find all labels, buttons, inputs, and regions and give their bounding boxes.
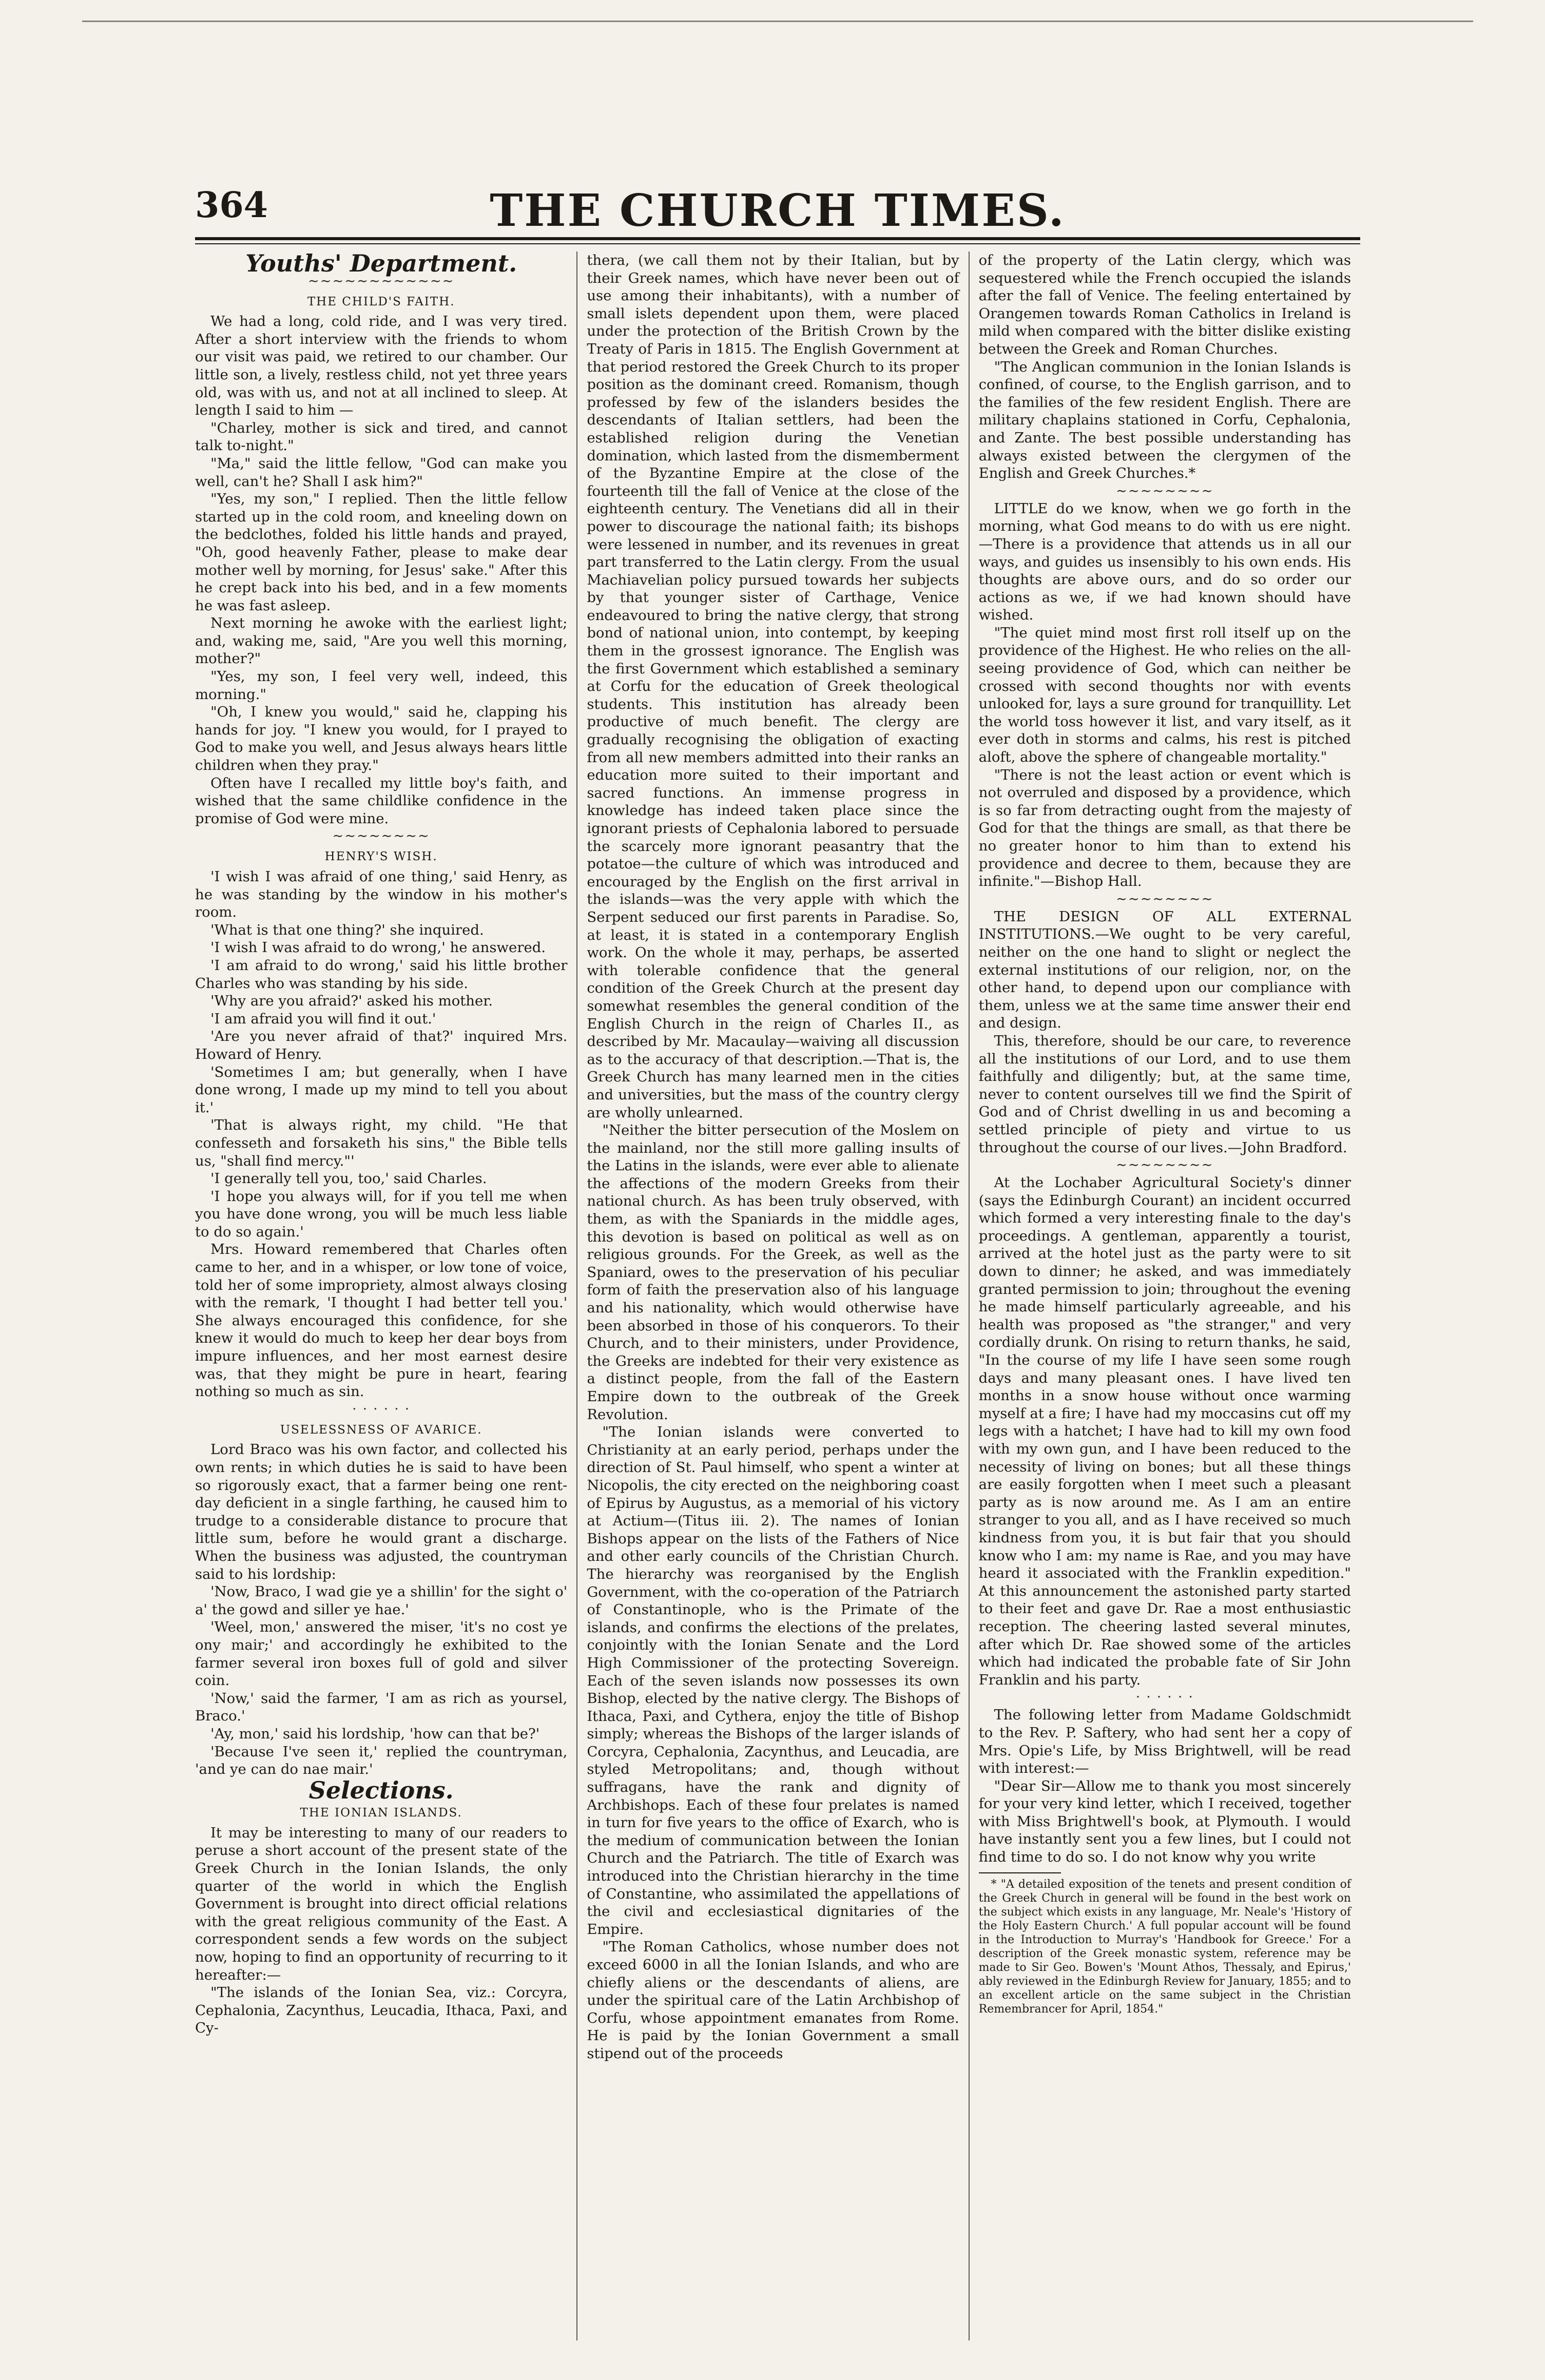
paragraph: "Yes, my son," I replied. Then the little fellow started up in the cold room, and kneeling down on the bedclothes, folded his little hands and prayed, "Oh, good heavenly Father, please to make dear mother well by morning, for Jesus' sake." After this he crept back into his bed, and in a few moments he was fast asleep. xyxy=(195,491,568,614)
paragraph: 'That is always right, my child. "He that confesseth and forsaketh his sins," the Bible tells us, "shall find mercy."' xyxy=(195,1117,568,1169)
masthead-rule-thin xyxy=(195,243,1360,244)
section-title: USELESSNESS OF AVARICE. xyxy=(280,1423,482,1437)
department-heading: Youths' Department. xyxy=(245,251,517,277)
paragraph: thera, (we call them not by their Italian, but by their Greek names, which have never been out of use among their inhabitants), with a number of small islets dependent upon them, were placed under the protection of the British Crown by the Treaty of Paris in 1815. The English Government at that period restored the Greek Church to its proper position as the dominant creed. Romanism, though professed by few of the islanders besides the descendants of Italian settlers, had been the established religion during the Venetian domination, which lasted from the dismemberment of the Byzantine Empire at the close of the fourteenth till the fall of Venice at the close of the eighteenth century. The Venetians did all in their power to discourage the national faith; its bishops were lessened in number, and its revenues in great part transferred to the Latin clergy. From the usual Machiavelian policy pursued towards her subjects by that younger sister of Carthage, Venice endeavoured to bring the native clergy, that strong bond of national union, into contempt, by keeping them in the grossest ignorance. The English was the first Government which established a seminary at Corfu for the education of Greek theological students. This institution has already been productive of much benefit. The clergy are gradually recognising the obligation of exacting from all new members admitted into their ranks an education more suited to their important and sacred functions. An immense progress in knowledge has indeed taken place since the ignorant priests of Cephalonia labored to persuade the scarcely more ignorant peasantry that the potatoe—the culture of which was introduced and encouraged by the English on the first arrival in the islands—was the very apple with which the Serpent seduced our first parents in Paradise. So, at least, it is stated in a contemporary English work. On the whole it may, perhaps, be asserted with tolerable confidence that the general condition of the Greek Church at the present day somewhat resembles the general condition of the English Church in the reign of Charles II., as described by Mr. Macaulay—waiving all discussion as to the accuracy of that description.—That is, the Greek Church has many learned men in the cities and universities, but the mass of the country clergy are wholly unlearned. xyxy=(587,252,959,1121)
paragraph: "The islands of the Ionian Sea, viz.: Corcyra, Cephalonia, Zacynthus, Leucadia, Ithaca, Paxi, and Cy- xyxy=(195,1984,568,2037)
paragraph: 'Are you never afraid of that?' inquired Mrs. Howard of Henry. xyxy=(195,1028,568,1062)
paragraph: 'Because I've seen it,' replied the countryman, 'and ye can do nae mair.' xyxy=(195,1743,568,1778)
paragraph: 'What is that one thing?' she inquired. xyxy=(210,921,484,938)
paragraph: We had a long, cold ride, and I was very tired. After a short interview with the friends to whom our visit was paid, we retired to our chamber. Our little son, a lively, restless child, not yet three years old, was with us, and not at all inclined to sleep. At length I said to him — xyxy=(195,313,568,419)
footnote: * "A detailed exposition of the tenets and present condition of the Greek Church in general will be found in the best work on the subject which exists in any language, Mr. Neale's 'History of the Holy Eastern Church.' A full popular account will be found in the Introduction to Murray's 'Handbook for Greece.' For a description of the Greek monastic system, reference may be made to Sir Geo. Bowen's 'Mount Athos, Thessaly, and Epirus,' ably reviewed in the Edinburgh Review for January, 1855; and to an excellent article on the same subject in the Christian Remembrancer for April, 1854." xyxy=(978,1878,1351,2016)
paragraph: of the property of the Latin clergy, which was sequestered while the French occupied the islands after the fall of Venice. The feeling entertained by Orangemen towards Roman Catholics in Ireland is mild when compared with the bitter dislike existing between the Greek and Roman Churches. xyxy=(978,252,1351,357)
top-scan-edge xyxy=(82,21,1473,22)
article-columns xyxy=(195,251,1360,2340)
paragraph: This, therefore, should be our care, to reverence all the institutions of our Lord, and to use them faithfully and diligently; but, at the same time, never to content ourselves till we find the Spirit of God and of Christ dwelling in us and becoming a settled principle of piety and virtue to us throughout the course of our lives.—John Bradford. xyxy=(978,1032,1351,1156)
paragraph: It may be interesting to many of our readers to peruse a short account of the present state of the Greek Church in the Ionian Islands, the only quarter of the world in which the English Government is brought into direct official relations with the great religious community of the East. A correspondent sends a few words on the subject now, hoping to find an opportunity of recurring to it hereafter:— xyxy=(195,1824,568,1983)
masthead-rule xyxy=(195,237,1360,240)
paragraph: The following letter from Madame Goldschmidt to the Rev. P. Saftery, who had sent her a copy of Mrs. Opie's Life, by Miss Brightwell, will be read with interest:— xyxy=(978,1707,1351,1777)
paragraph: "Dear Sir—Allow me to thank you most sincerely for your very kind letter, which I received, together with Miss Brightwell's book, at Plymouth. I would have instantly sent you a few lines, but I could not find time to do so. I do not know why you write xyxy=(978,1777,1351,1866)
paragraph: Mrs. Howard remembered that Charles often came to her, and in a whisper, or low tone of voice, told her of some impropriety, almost always closing with the remark, 'I thought I had better tell you.' She always encouraged this confidence, for she knew it would do much to keep her dear boys from impure influences, and her most earnest desire was, that they might be pure in heart, fearing nothing so much as sin. xyxy=(195,1241,568,1400)
paragraph: 'I am afraid to do wrong,' said his little brother Charles who was standing by his side. xyxy=(195,957,568,992)
paragraph: 'I am afraid you will find it out.' xyxy=(210,1010,436,1027)
paragraph: 'I wish I was afraid to do wrong,' he answered. xyxy=(210,939,546,956)
dotted-divider: · · · · · · xyxy=(352,1401,411,1417)
selections-heading: Selections. xyxy=(308,1776,454,1804)
paragraph: "Charley, mother is sick and tired, and cannot talk to-night." xyxy=(195,419,568,454)
section-title: HENRY'S WISH. xyxy=(324,850,438,864)
paragraph: "The quiet mind most first roll itself up on the providence of the Highest. He who relies on the all-seeing providence of God, which can neither be crossed with second thoughts nor with events unlooked for, lays a sure ground for tranquillity. Let the world toss however it list, and vary itself, as it ever doth in storms and calms, his rest is pitched aloft, above the sphere of changeable mortality." xyxy=(978,624,1351,766)
paragraph: At the Lochaber Agricultural Society's dinner (says the Edinburgh Courant) an incident occurred which formed a very interesting finale to the day's proceedings. A gentleman, apparently a tourist, arrived at the hotel just as the party were to sit down to dinner; he asked, and was immediately granted permission to join; throughout the evening he made himself particularly agreeable, and his health was proposed as "the stranger," and very cordially drunk. On rising to return thanks, he said, "In the course of my life I have seen some rough days and many pleasant ones. I have lived ten months in a snow house without once warming myself at a fire; I have had my moccasins cut off my legs with a hatchet; I have had to kill my own food with my own gun, and I have been reduced to the necessity of living on bones; but all these things are easily forgotten when I meet such a pleasant party as is now around me. As I am an entire stranger to you all, and as I have received so much kindness from you, it is but fair that you should know who I am: my name is Rae, and you may have heard it associated with the Franklin expedition." At this announcement the astonished party started to their feet and gave Dr. Rae a most enthusiastic reception. The cheering lasted several minutes, after which Dr. Rae showed some of the articles which had indicated the probable fate of Sir John Franklin and his party. xyxy=(978,1174,1351,1688)
paragraph: 'Now, Braco, I wad gie ye a shillin' for the sight o' a' the gowd and siller ye hae.' xyxy=(195,1583,568,1618)
paragraph: Often have I recalled my little boy's faith, and wished that the same childlike confidence in the promise of God were mine. xyxy=(195,775,568,827)
paragraph: 'I generally tell you, too,' said Charles. xyxy=(210,1170,487,1187)
paragraph: THE DESIGN OF ALL EXTERNAL INSTITUTIONS.—We ought to be very careful, neither on the one hand to slight or neglect the external institutions of our religion, nor, on the other hand, to depend upon our compliance with them, unless we at the same time answer their end and design. xyxy=(978,908,1351,1032)
paragraph: LITTLE do we know, when we go forth in the morning, what God means to do with us ere night.—There is a providence that attends us in all our ways, and guides us insensibly to his own ends. His thoughts are above ours, and do so order our actions as we, if we had known should have wished. xyxy=(978,500,1351,624)
column-1 xyxy=(195,251,576,2340)
squiggle-divider: ∼∼∼∼∼∼∼∼ xyxy=(1116,891,1214,907)
paragraph: "Ma," said the little fellow, "God can make you well, can't he? Shall I ask him?" xyxy=(195,455,568,490)
dotted-divider: · · · · · · xyxy=(1135,1690,1194,1706)
squiggle-divider: ∼∼∼∼∼∼∼∼ xyxy=(1116,1157,1214,1173)
paragraph: "The Roman Catholics, whose number does not exceed 6000 in all the Ionian Islands, and who are chiefly aliens or the descendants of aliens, are under the spiritual care of the Latin Archbishop of Corfu, whose appointment emanates from Rome. He is paid by the Ionian Government a small stipend out of the proceeds xyxy=(587,1939,959,2062)
paragraph: "Oh, I knew you would," said he, clapping his hands for joy. "I knew you would, for I prayed to God to make you well, and Jesus always hears little children when they pray." xyxy=(195,704,568,774)
paragraph: 'Why are you afraid?' asked his mother. xyxy=(210,993,493,1010)
column-2 xyxy=(577,251,968,2340)
paragraph: 'Sometimes I am; but generally, when I have done wrong, I made up my mind to tell you about it.' xyxy=(195,1063,568,1116)
paragraph: "Yes, my son, I feel very well, indeed, this morning." xyxy=(195,668,568,703)
section-title: THE IONIAN ISLANDS. xyxy=(300,1806,462,1820)
footnote-rule xyxy=(979,1872,1061,1873)
squiggle-divider: ∼∼∼∼∼∼∼∼∼∼∼∼ xyxy=(307,273,455,289)
paragraph: "The Anglican communion in the Ionian Islands is confined, of course, to the English garrison, and to the families of the few resident English. There are military chaplains stationed in Corfu, Cephalonia, and Zante. The best possible understanding has always existed between the clergymen of the English and Greek Churches.* xyxy=(978,358,1351,482)
paragraph: "The Ionian islands were converted to Christianity at an early period, perhaps under the direction of St. Paul himself, who spent a winter at Nicopolis, the city erected on the neighboring coast of Epirus by Augustus, as a memorial of his victory at Actium—(Titus iii. 2). The names of Ionian Bishops appear on the lists of the Fathers of Nice and other early councils of the Christian Church. The hierarchy was reorganised by the English Government, with the co-operation of the Patriarch of Constantinople, who is the Primate of the islands, and confirms the elections of the prelates, conjointly with the Ionian Senate and the Lord High Commissioner of the protecting Sovereign. Each of the seven islands now possesses its own Bishop, elected by the native clergy. The Bishops of Ithaca, Paxi, and Cythera, enjoy the title of Bishop simply; whereas the Bishops of the larger islands of Corcyra, Cephalonia, Zacynthus, and Leucadia, are styled Metropolitans; and, though without suffragans, have the rank and dignity of Archbishops. Each of these four prelates is named in turn for five years to the office of Exarch, who is the medium of communication between the Ionian Church and the Patriarch. The title of Exarch was introduced into the Christian hierarchy in the time of Constantine, who assimilated the appellations of the civil and ecclesiastical dignitaries of the Empire. xyxy=(587,1424,959,1938)
paragraph: "Neither the bitter persecution of the Moslem on the mainland, nor the still more galling insults of the Latins in the islands, were ever able to alienate the affections of the modern Greeks from their national church. As has been truly observed, with them, as with the Spaniards in the middle ages, this devotion is based on political as well as on religious grounds. For the Greek, as well as the Spaniard, owes to the preservation of his peculiar form of faith the preservation also of his language and his nationality, which would otherwise have been absorbed in those of his conquerors. To their Church, and to their ministers, under Providence, the Greeks are indebted for their very existence as a distinct people, from the fall of the Eastern Empire down to the outbreak of the Greek Revolution. xyxy=(587,1122,959,1423)
paragraph: "There is not the least action or event which is not overruled and disposed by a providence, which is so far from detracting ought from the majesty of God for that the things are small, as that there be no greater honor to him than to extend his providence and decree to them, because they are infinite."—Bishop Hall. xyxy=(978,766,1351,890)
paragraph: 'I hope you always will, for if you tell me when you have done wrong, you will be much less liable to do so again.' xyxy=(195,1188,568,1240)
column-rule xyxy=(576,251,577,2340)
section-title: THE CHILD'S FAITH. xyxy=(307,295,455,308)
squiggle-divider: ∼∼∼∼∼∼∼∼ xyxy=(332,828,430,844)
paragraph: 'Weel, mon,' answered the miser, 'it's no cost ye ony mair;' and accordingly he exhibited to the farmer several iron boxes full of gold and silver coin. xyxy=(195,1619,568,1689)
paragraph: Next morning he awoke with the earliest light; and, waking me, said, "Are you well this morning, mother?" xyxy=(195,615,568,667)
paragraph: 'I wish I was afraid of one thing,' said Henry, as he was standing by the window in his mother's room. xyxy=(195,868,568,921)
column-rule xyxy=(969,251,970,2340)
paragraph: Lord Braco was his own factor, and collected his own rents; in which duties he is said to have been so rigorously exact, that a farmer being one rent-day deficient in a single farthing, he caused him to trudge to a considerable distance to procure that little sum, before he would grant a discharge. When the business was adjusted, the countryman said to his lordship: xyxy=(195,1441,568,1582)
masthead xyxy=(195,185,1360,237)
paragraph: 'Ay, mon,' said his lordship, 'how can that be?' xyxy=(210,1725,540,1742)
newspaper-title: THE CHURCH TIMES. xyxy=(490,185,1066,237)
paragraph: 'Now,' said the farmer, 'I am as rich as yoursel, Braco.' xyxy=(195,1690,568,1725)
squiggle-divider: ∼∼∼∼∼∼∼∼ xyxy=(1116,483,1214,499)
page-number: 364 xyxy=(195,185,268,226)
column-3 xyxy=(970,251,1360,2340)
